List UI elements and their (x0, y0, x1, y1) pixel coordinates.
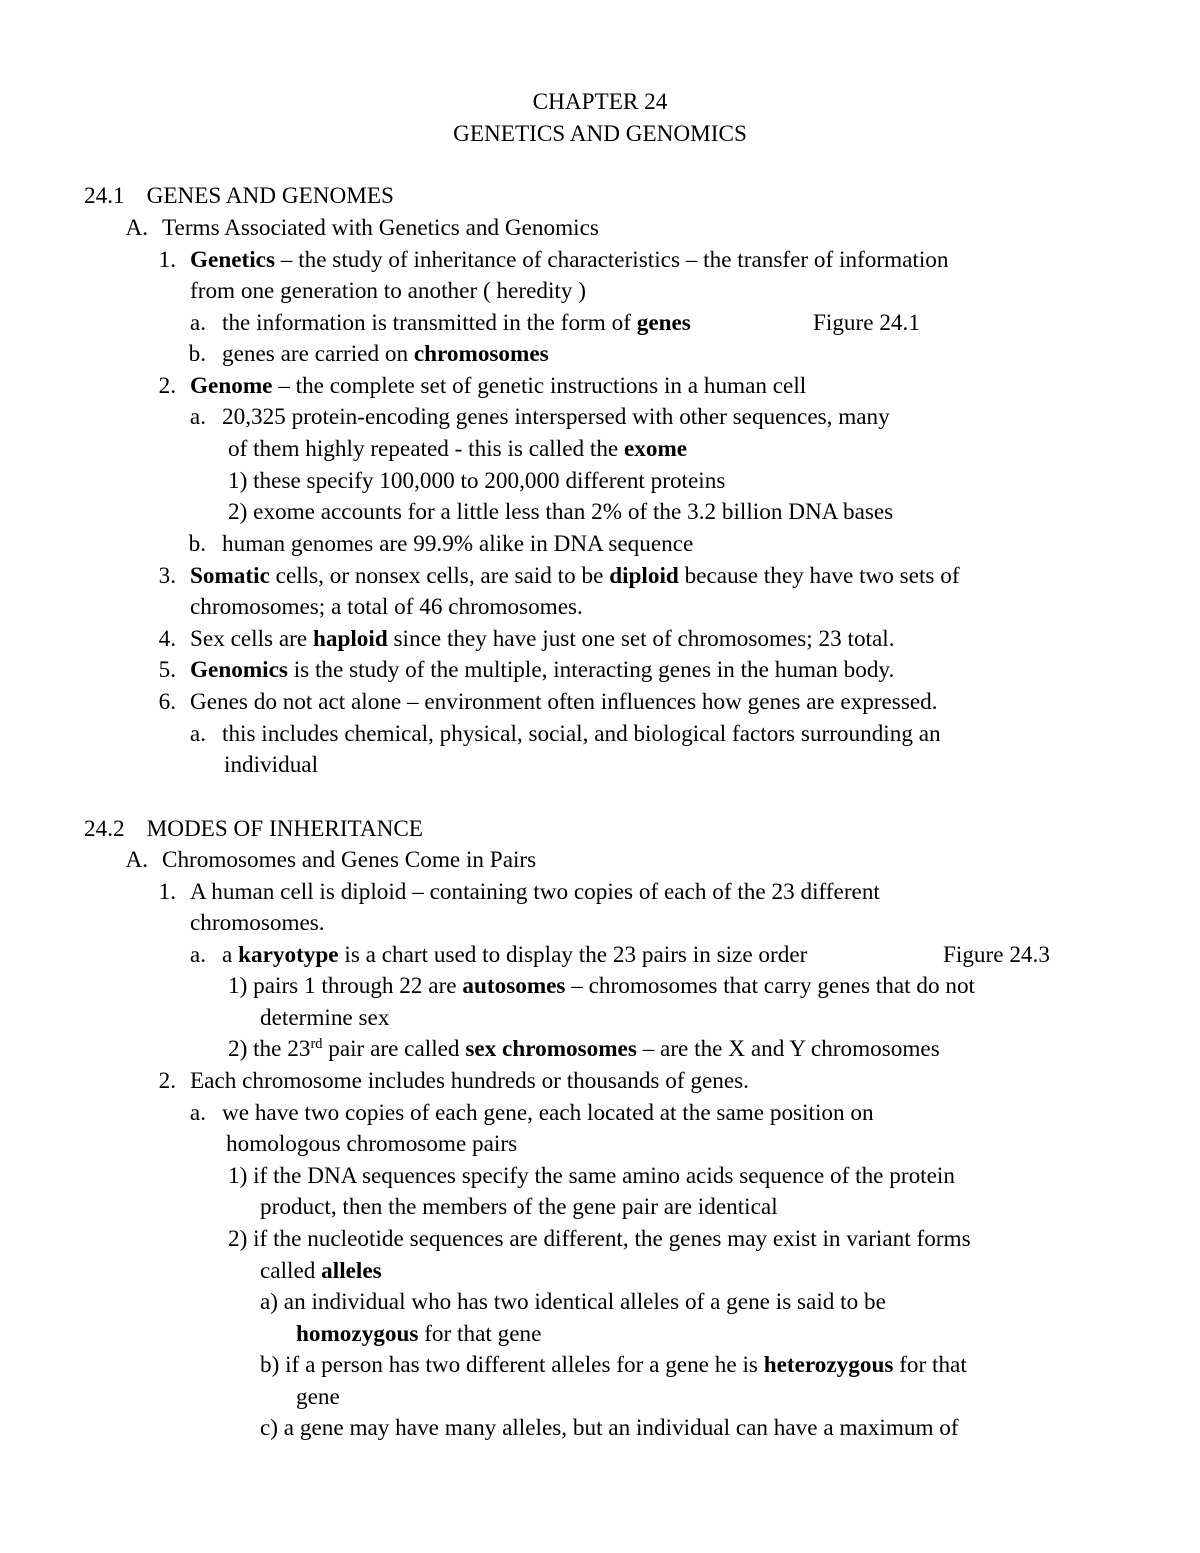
term-genes: genes (636, 310, 691, 336)
term-haploid: haploid (312, 626, 388, 652)
term-genomics: Genomics (190, 657, 288, 683)
section-heading-24-2 (84, 814, 423, 845)
term-sex-chromosomes: sex chromosomes (465, 1036, 637, 1062)
sub-sub-item-continuation: called alleles (260, 1258, 382, 1284)
sub-sub-item: 2) if the nucleotide sequences are different, the genes may exist in variant forms (228, 1226, 971, 1252)
term-alleles: alleles (321, 1258, 382, 1284)
term-heterozygous: heterozygous (763, 1352, 894, 1378)
term-somatic: Somatic (190, 563, 270, 589)
term-homozygous: homozygous (296, 1321, 419, 1347)
sub-sub-item-sex-chromosomes: 2) the 23rd pair are called sex chromosomes – are the X and Y chromosomes (228, 1036, 940, 1062)
list-item-continuation: from one generation to another ( heredity ) (190, 278, 586, 304)
term-exome: exome (624, 436, 688, 462)
list-item-continuation: chromosomes. (190, 910, 325, 936)
sub-sub-item: 1) if the DNA sequences specify the same amino acids sequence of the protein (228, 1163, 955, 1189)
section-heading-24-1 (84, 181, 394, 212)
figure-reference: Figure 24.3 (943, 942, 1050, 968)
term-chromosomes: chromosomes (413, 341, 549, 367)
list-item-continuation: chromosomes; a total of 46 chromosomes. (190, 594, 583, 620)
chapter-number: CHAPTER 24 (532, 89, 668, 115)
chapter-title: GENETICS AND GENOMICS (453, 121, 747, 147)
sub-sub-sub-item: c) a gene may have many alleles, but an individual can have a maximum of (260, 1415, 959, 1441)
sub-item-continuation: homologous chromosome pairs (226, 1131, 518, 1157)
sub-item-continuation: individual (224, 752, 319, 778)
term-autosomes: autosomes (462, 973, 566, 999)
term-genome: Genome (190, 373, 273, 399)
sub-sub-sub-item: b) if a person has two different alleles for a gene he is heterozygous for that (260, 1352, 967, 1378)
figure-reference: Figure 24.1 (813, 310, 920, 336)
term-diploid: diploid (609, 563, 679, 589)
section-title: GENES AND GENOMES (146, 183, 394, 209)
sub-item-continuation: of them highly repeated - this is called the exome (228, 436, 688, 462)
section-number: 24.2 (84, 816, 125, 842)
sub-sub-item-autosomes: 1) pairs 1 through 22 are autosomes – chromosomes that carry genes that do not (228, 973, 975, 999)
section-title: MODES OF INHERITANCE (146, 816, 423, 842)
sub-sub-item: 2) exome accounts for a little less than 2% of the 3.2 billion DNA bases (228, 499, 894, 525)
term-genetics: Genetics (190, 247, 275, 273)
sub-sub-item: 1) these specify 100,000 to 200,000 different proteins (228, 468, 726, 494)
term-karyotype: karyotype (238, 942, 339, 968)
sub-sub-sub-item-continuation: homozygous for that gene (296, 1321, 542, 1347)
sub-sub-item-continuation: product, then the members of the gene pair are identical (260, 1194, 778, 1220)
section-number: 24.1 (84, 183, 125, 209)
sub-sub-item-continuation: determine sex (260, 1005, 390, 1031)
sub-sub-sub-item-continuation: gene (296, 1384, 340, 1410)
document-page: CHAPTER 24 GENETICS AND GENOMICS 24.1 GENES AND GENOMES A. Terms Associated with Genetics and Genomics 1. Genetics – the study of inheritance of characteristics – the transfer of information from one generation to another ( heredity ) a. the information is transmitted in the form of genes Figure 24.1 b. genes are carried on chromosomes 2. Genome – the complete set of genetic instructions in a human cell a. 20,325 protein-encoding genes interspersed with other sequences, many of them highly repeated - this is called the exome 1) these specify 100,000 to 200,000 different proteins 2) exome accounts for a little less than 2% of the 3.2 billion DNA bases b. human genomes are 99.9% alike in DNA sequence 3. Somatic cells, or nonsex cells, are said to be diploid because they have two sets of chromosomes; a total of 46 chromosomes. 4. Sex cells are haploid since they have just one set of chromosomes; 23 total. 5. Genomics is the study of the multiple, interacting genes in the human body. 6. Genes do not act alone – environment often influences how genes are expressed. a. this includes chemical, physical, social, and biological factors surrounding an individual 24.2 MODES OF INHERITANCE A. Chromosomes and Genes Come in Pairs 1. A human cell is diploid – containing two copies of each of the 23 different chromosomes. a. a karyotype is a chart used to display the 23 pairs in size order Figure 24.3 1) pairs 1 through 22 are autosomes – chromosomes that carry genes that do not determine sex 2) the 23rd pair are called sex chromosomes – are the X and Y chromosomes 2. Each chromosome includes hundreds or thousands of genes. a. we have two copies of each gene, each located at the same position on homologous chromosome pairs 1) if the DNA sequences specify the same amino acids sequence of the protein product, then the members of the gene pair are identical 2) if the nucleotide sequences are different, the genes may exist in variant forms called alleles a) an individual who has two identical alleles of a gene is said to be homozygous for that gene b) if a person has two different alleles for a gene he is heterozygous for that gene c) a gene may have many alleles, but an individual can have a maximum of (0, 0, 1200, 1553)
sub-sub-sub-item: a) an individual who has two identical alleles of a gene is said to be (260, 1289, 886, 1315)
